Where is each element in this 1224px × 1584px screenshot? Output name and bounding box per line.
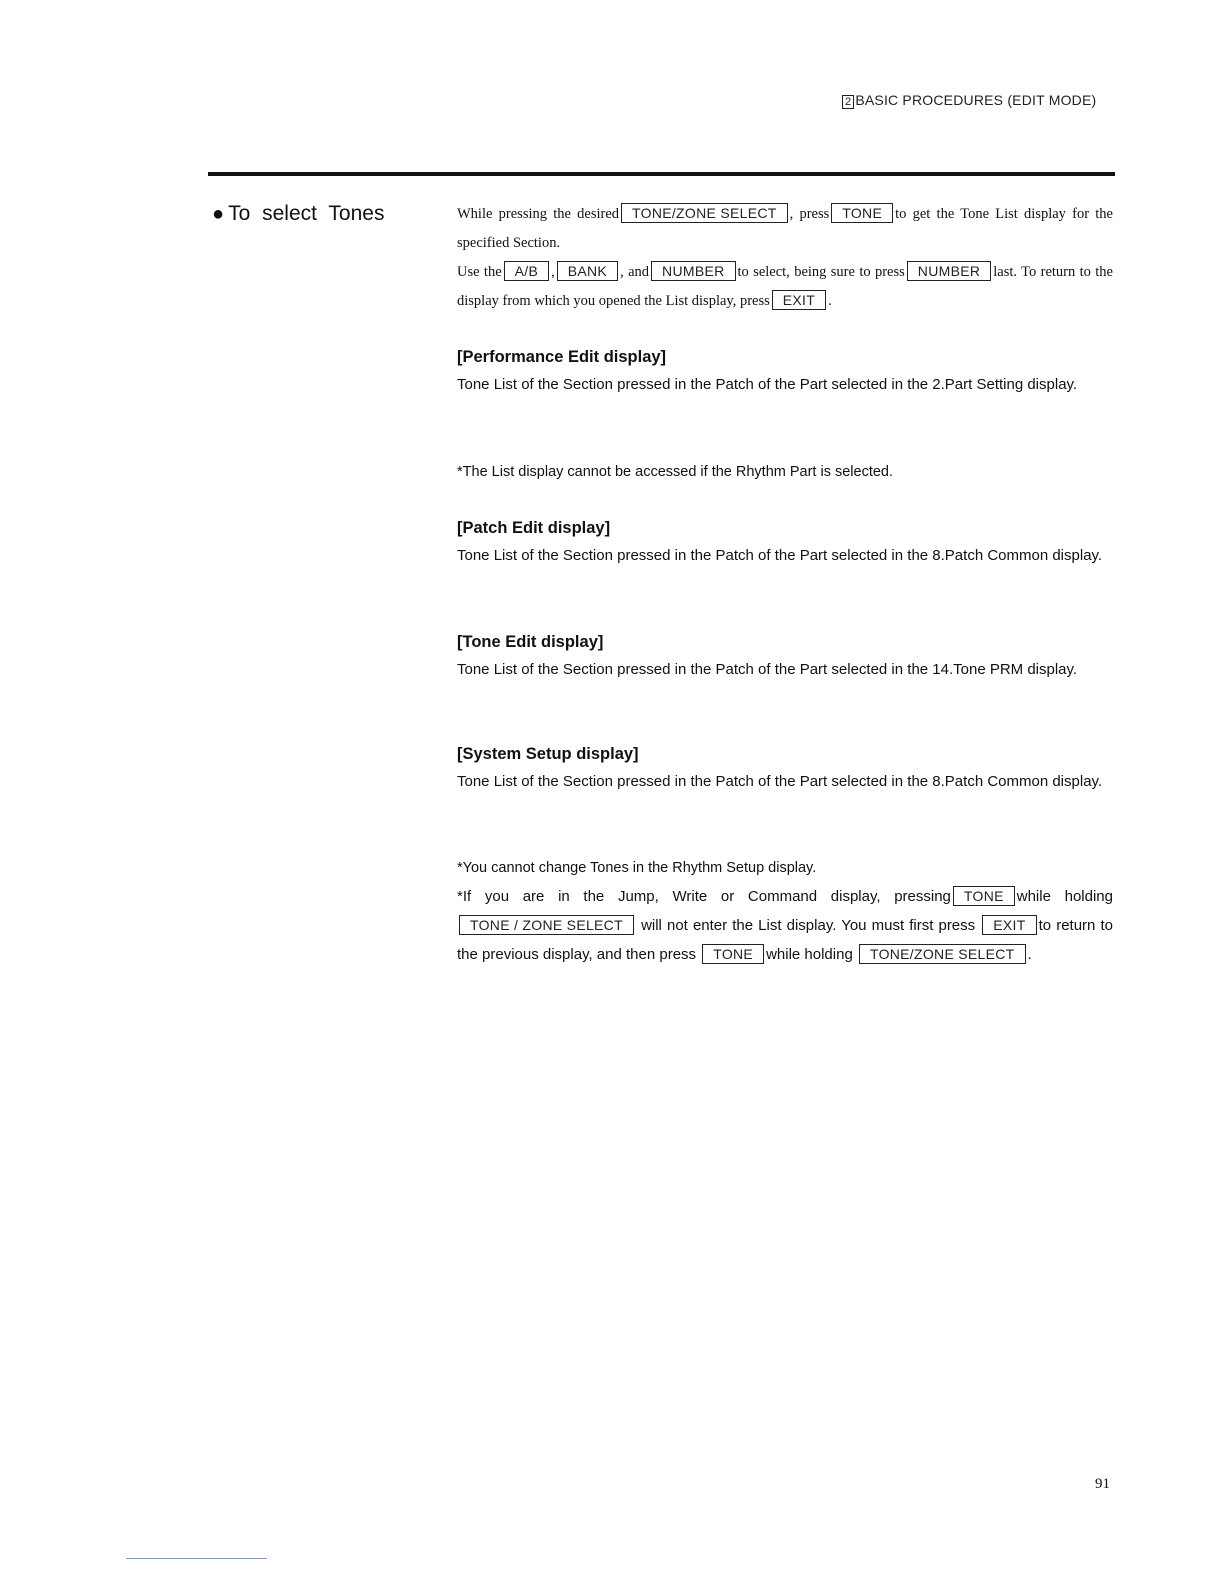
subsection-patch-edit	[457, 514, 1113, 570]
subsection-system-setup	[457, 740, 1113, 796]
section-title	[212, 202, 384, 226]
intro-text: .	[828, 293, 832, 309]
page-number: 91	[1095, 1476, 1110, 1492]
subsection-tone-edit	[457, 628, 1113, 684]
chapter-number: 2	[842, 95, 854, 109]
intro-text: to get the Tone List display for the specified Section.	[457, 206, 1113, 251]
intro-text: , press	[789, 206, 830, 222]
note-text: .	[1027, 946, 1032, 963]
subsection-text: Tone List of the Section pressed in the Patch of the Part selected in the 14.Tone PRM display.	[457, 661, 1078, 678]
page-header	[842, 92, 1096, 108]
subsection-heading: [Performance Edit display]	[457, 348, 667, 366]
subsection-text: Tone List of the Section pressed in the Patch of the Part selected in the 8.Patch Common display.	[457, 773, 1103, 790]
key-a-b: A/B	[504, 261, 549, 281]
key-tone-zone-select: TONE / ZONE SELECT	[459, 915, 634, 935]
note-text: while holding	[1016, 888, 1113, 905]
key-tone: TONE	[953, 886, 1015, 906]
key-tone-zone-select: TONE/ZONE SELECT	[621, 203, 788, 223]
key-exit: EXIT	[772, 290, 826, 310]
note-rhythm-setup: *You cannot change Tones in the Rhythm Setup display.	[457, 860, 817, 876]
intro-text: While pressing the desired	[457, 206, 620, 222]
intro-text: to select, being sure to press	[737, 264, 905, 280]
intro-text: ,	[551, 264, 555, 280]
note-rhythm-part: *The List display cannot be accessed if the Rhythm Part is selected.	[457, 464, 894, 480]
subsection-text: Tone List of the Section pressed in the Patch of the Part selected in the 8.Patch Common display.	[457, 547, 1103, 564]
subsection-text: Tone List of the Section pressed in the Patch of the Part selected in the 2.Part Setting display.	[457, 376, 1078, 393]
note-text: *If you are in the Jump, Write or Command display, pressing	[457, 888, 951, 905]
intro-text: , and	[620, 264, 650, 280]
note-text: will not enter the List display. You must first press	[641, 917, 976, 934]
intro-paragraph-1	[457, 200, 1113, 258]
key-tone: TONE	[831, 203, 893, 223]
key-exit: EXIT	[982, 915, 1036, 935]
header-rule	[208, 172, 1115, 176]
intro-text: last. To return to the display from which you opened the List display, press	[457, 264, 1113, 309]
bullet-icon: ●	[212, 203, 225, 225]
intro-paragraph-2	[457, 258, 1113, 316]
key-bank: BANK	[557, 261, 618, 281]
subsection-heading: [Patch Edit display]	[457, 519, 611, 537]
key-number: NUMBER	[651, 261, 735, 281]
subsection-performance-edit	[457, 343, 1113, 399]
footer-line	[126, 1558, 267, 1559]
subsection-heading: [Tone Edit display]	[457, 633, 604, 651]
note-jump-write-command	[457, 882, 1113, 969]
note-text: while holding	[766, 946, 853, 963]
section-title-text: To select Tones	[228, 202, 385, 225]
intro-text: Use the	[457, 264, 502, 280]
note-text: to return to the previous display, and then press	[457, 917, 1113, 963]
key-number: NUMBER	[907, 261, 991, 281]
key-tone: TONE	[702, 944, 764, 964]
chapter-title: BASIC PROCEDURES (EDIT MODE)	[855, 92, 1097, 108]
subsection-heading: [System Setup display]	[457, 745, 639, 763]
key-tone-zone-select: TONE/ZONE SELECT	[859, 944, 1026, 964]
